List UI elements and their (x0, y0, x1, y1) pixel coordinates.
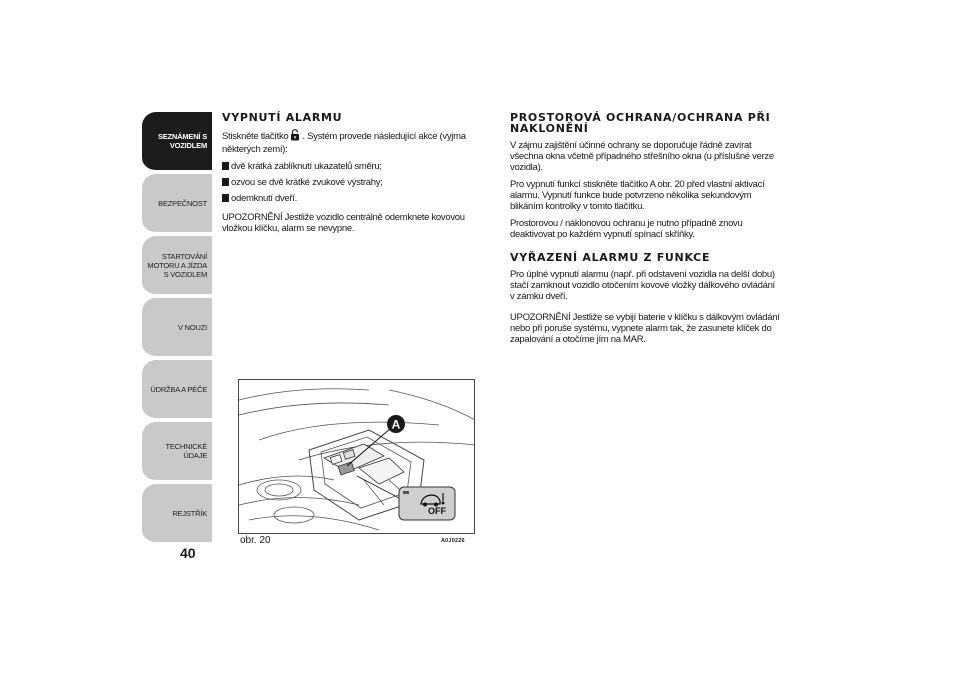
section-heading-disable: VYŘAZENÍ ALARMU Z FUNKCE (510, 251, 711, 264)
list-item: dvě krátká zablíknutí ukazatelů směru; (222, 161, 484, 172)
callout-label: A (391, 417, 401, 432)
left-column (222, 112, 484, 240)
tab-label: ÚDRŽBA A PÉČE (150, 384, 207, 394)
intro-text-end: . Systém provede následující akce (vyjma některých zemí): (222, 131, 466, 155)
chapter-sidebar (142, 112, 212, 542)
tab-label: BEZPEČNOST (158, 198, 207, 208)
figure-caption: obr. 20 (240, 535, 271, 546)
warning-note: UPOZORNĚNÍ Jestliže vozidlo centrálně odemknete kovovou vložkou klíčku, alarm se nevypne. (222, 212, 465, 234)
list-item: odemknutí dveří. (222, 193, 484, 204)
bullet-square-icon (222, 194, 229, 202)
figure-code: A0J0226 (441, 538, 465, 544)
tab-label: TECHNICKÉ ÚDAJE (165, 442, 207, 460)
paragraph: Prostorovou / náklonovou ochranu je nutno případně znovu deaktivovat po každém vypnutí spínací skříňky. (510, 218, 743, 240)
unlock-icon (290, 129, 300, 144)
section-heading-protection: PROSTOROVÁ OCHRANA/OCHRANA PŘI NAKLONĚNÍ (510, 111, 771, 135)
tab-startovani[interactable] (142, 236, 212, 296)
warning-note: UPOZORNĚNÍ Jestliže se vybijí baterie v klíčku s dálkovým ovládání nebo při poruše systému, vypnete alarm tak, že zasunete klíček do zapalování a otočíme jím na MAR. (510, 312, 780, 345)
figure-ceiling-console (238, 379, 475, 534)
tab-label: SEZNÁMENÍ S VOZIDLEM (157, 132, 207, 150)
paragraph: Pro vypnutí funkcí stiskněte tlačítko A obr. 20 před vlastní aktivací alarmu. Vypnutí funkce bude potvrzeno několika sekundovým blikáním kontrolky v tomto tlačítku. (510, 179, 765, 212)
tab-technicke-udaje[interactable] (142, 422, 212, 482)
intro-text-start: Stiskněte tlačítko (222, 131, 289, 142)
paragraph: Pro úplné vypnutí alarmu (např. při odstavení vozidla na delší dobu) stačí zamknout vozidlo otočením kovové vložky dálkového ovládání v zámku dveří. (510, 269, 775, 302)
tab-label: STARTOVÁNÍ MOTORU A JÍZDA S VOZIDLEM (147, 251, 207, 279)
bullet-square-icon (222, 162, 229, 170)
tab-bezpecnost[interactable] (142, 174, 212, 234)
tab-udrzba-a-pece[interactable] (142, 360, 212, 420)
tab-seznameni-s-vozidlem[interactable] (142, 112, 212, 172)
paragraph: V zájmu zajištění účinné ochrany se doporučuje řádně zavírat všechna okna včetně případného střešního okna (u příslušné verze vozidla). (510, 140, 774, 173)
tab-v-nouzi[interactable] (142, 298, 212, 358)
right-column (510, 112, 780, 351)
page-number: 40 (180, 545, 196, 561)
tab-label: V NOUZI (177, 322, 207, 332)
section-heading: VYPNUTÍ ALARMU (222, 111, 343, 124)
bullet-square-icon (222, 178, 229, 186)
ceiling-console-illustration (239, 380, 475, 534)
list-item: ozvou se dvě krátké zvukové výstrahy; (222, 177, 484, 188)
off-label: OFF (428, 506, 446, 516)
tab-rejstrik[interactable] (142, 484, 212, 544)
intro-paragraph (222, 129, 484, 155)
tab-label: REJSTŘÍK (172, 508, 207, 518)
